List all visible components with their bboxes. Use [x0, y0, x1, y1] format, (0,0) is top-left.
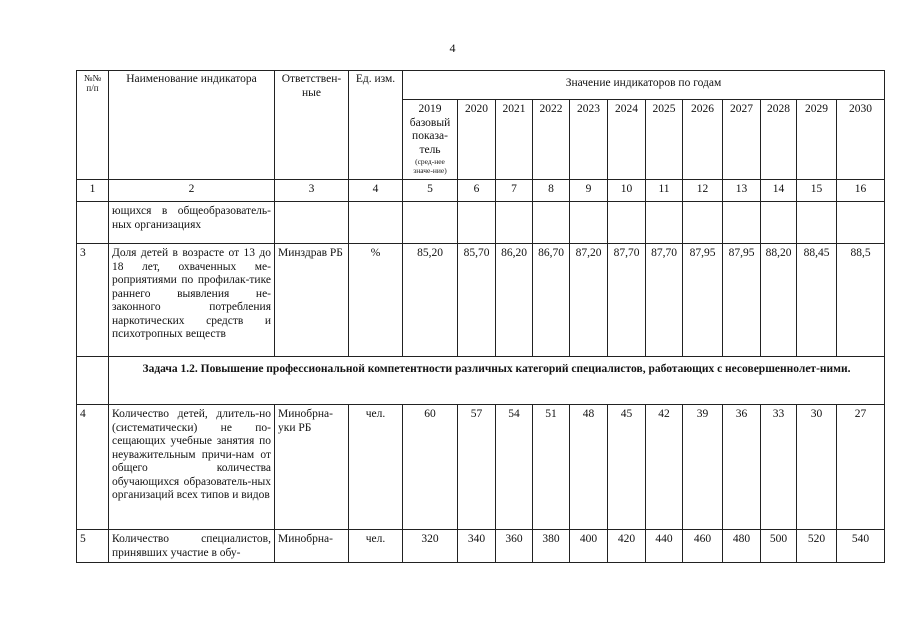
row-unit — [349, 202, 403, 244]
task-row — [77, 357, 885, 405]
row-value: 360 — [496, 530, 533, 563]
row-num: 3 — [77, 244, 109, 357]
row-name: Доля детей в возрасте от 13 до 18 лет, охваченных ме-роприятиями по профилак-тике раннего выявления не-законного потребления наркотических средств и психотропных веществ — [109, 244, 275, 357]
row-unit: % — [349, 244, 403, 357]
table-row — [77, 530, 885, 563]
row-value: 48 — [570, 405, 608, 530]
row-name: Количество детей, длитель-но (систематически) не по-сещающих учебные занятия по неуважительным причи-нам от общего количества обучающихся образователь-ных организаций всех типов и видов — [109, 405, 275, 530]
column-number: 9 — [570, 180, 608, 202]
header-year: 2025 — [646, 100, 683, 180]
row-value: 45 — [608, 405, 646, 530]
header-year: 2024 — [608, 100, 646, 180]
row-value: 480 — [723, 530, 761, 563]
row-value: 85,20 — [403, 244, 458, 357]
task-title: Задача 1.2. Повышение профессиональной компетентности различных категорий специалистов, работающих с несовершеннолет-ними. — [109, 357, 885, 405]
row-value — [683, 202, 723, 244]
row-value — [761, 202, 797, 244]
row-value: 460 — [683, 530, 723, 563]
row-value: 87,70 — [608, 244, 646, 357]
row-value: 520 — [797, 530, 837, 563]
row-value: 88,5 — [837, 244, 885, 357]
header-values: Значение индикаторов по годам — [403, 71, 885, 100]
page-number: 4 — [449, 41, 456, 55]
column-number: 2 — [109, 180, 275, 202]
row-value — [403, 202, 458, 244]
table-row — [77, 202, 885, 244]
row-value: 42 — [646, 405, 683, 530]
table-row — [77, 405, 885, 530]
column-number: 14 — [761, 180, 797, 202]
indicators-table — [76, 70, 885, 563]
header-year: 2028 — [761, 100, 797, 180]
row-value: 400 — [570, 530, 608, 563]
header-year: 2030 — [837, 100, 885, 180]
row-value: 60 — [403, 405, 458, 530]
row-value: 380 — [533, 530, 570, 563]
row-value — [458, 202, 496, 244]
row-name: ющихся в общеобразователь-ных организациях — [109, 202, 275, 244]
header-year: 2021 — [496, 100, 533, 180]
row-responsible — [275, 202, 349, 244]
row-value — [608, 202, 646, 244]
row-name: Количество специалистов, принявших участие в обу- — [109, 530, 275, 563]
row-value: 440 — [646, 530, 683, 563]
row-responsible: Минобрна- — [275, 530, 349, 563]
column-number: 15 — [797, 180, 837, 202]
header-unit: Ед. изм. — [349, 71, 403, 180]
row-value: 88,45 — [797, 244, 837, 357]
row-value: 39 — [683, 405, 723, 530]
row-value: 57 — [458, 405, 496, 530]
row-num: 5 — [77, 530, 109, 563]
row-value: 500 — [761, 530, 797, 563]
column-numbers-row — [77, 180, 885, 202]
row-value — [837, 202, 885, 244]
column-number: 12 — [683, 180, 723, 202]
column-number: 13 — [723, 180, 761, 202]
column-number: 7 — [496, 180, 533, 202]
row-value: 420 — [608, 530, 646, 563]
row-value: 86,70 — [533, 244, 570, 357]
column-number: 4 — [349, 180, 403, 202]
header-responsible: Ответствен-ные — [275, 71, 349, 180]
column-number: 10 — [608, 180, 646, 202]
column-number: 1 — [77, 180, 109, 202]
row-responsible: Минздрав РБ — [275, 244, 349, 357]
row-unit: чел. — [349, 405, 403, 530]
header-num: №№ п/п — [77, 71, 109, 180]
row-value: 30 — [797, 405, 837, 530]
row-value: 33 — [761, 405, 797, 530]
header-base-year: 2019 базовый показа-тель (сред-нее значе-ние) — [403, 100, 458, 180]
row-num — [77, 202, 109, 244]
row-num: 4 — [77, 405, 109, 530]
header-year: 2026 — [683, 100, 723, 180]
column-number: 16 — [837, 180, 885, 202]
row-value: 87,95 — [723, 244, 761, 357]
header-year: 2020 — [458, 100, 496, 180]
row-value: 87,95 — [683, 244, 723, 357]
row-value: 51 — [533, 405, 570, 530]
row-value: 27 — [837, 405, 885, 530]
header-year: 2023 — [570, 100, 608, 180]
column-number: 11 — [646, 180, 683, 202]
column-number: 5 — [403, 180, 458, 202]
row-unit: чел. — [349, 530, 403, 563]
header-name: Наименование индикатора — [109, 71, 275, 180]
column-number: 6 — [458, 180, 496, 202]
task-num — [77, 357, 109, 405]
header-year: 2022 — [533, 100, 570, 180]
row-responsible: Минобрна-уки РБ — [275, 405, 349, 530]
row-value: 87,70 — [646, 244, 683, 357]
row-value: 85,70 — [458, 244, 496, 357]
column-number: 8 — [533, 180, 570, 202]
row-value: 88,20 — [761, 244, 797, 357]
row-value — [797, 202, 837, 244]
column-number: 3 — [275, 180, 349, 202]
row-value: 320 — [403, 530, 458, 563]
row-value: 540 — [837, 530, 885, 563]
table-row — [77, 244, 885, 357]
row-value: 340 — [458, 530, 496, 563]
row-value — [570, 202, 608, 244]
row-value: 86,20 — [496, 244, 533, 357]
row-value — [496, 202, 533, 244]
row-value — [533, 202, 570, 244]
row-value: 36 — [723, 405, 761, 530]
row-value — [646, 202, 683, 244]
row-value — [723, 202, 761, 244]
header-year: 2027 — [723, 100, 761, 180]
row-value: 54 — [496, 405, 533, 530]
header-year: 2029 — [797, 100, 837, 180]
row-value: 87,20 — [570, 244, 608, 357]
